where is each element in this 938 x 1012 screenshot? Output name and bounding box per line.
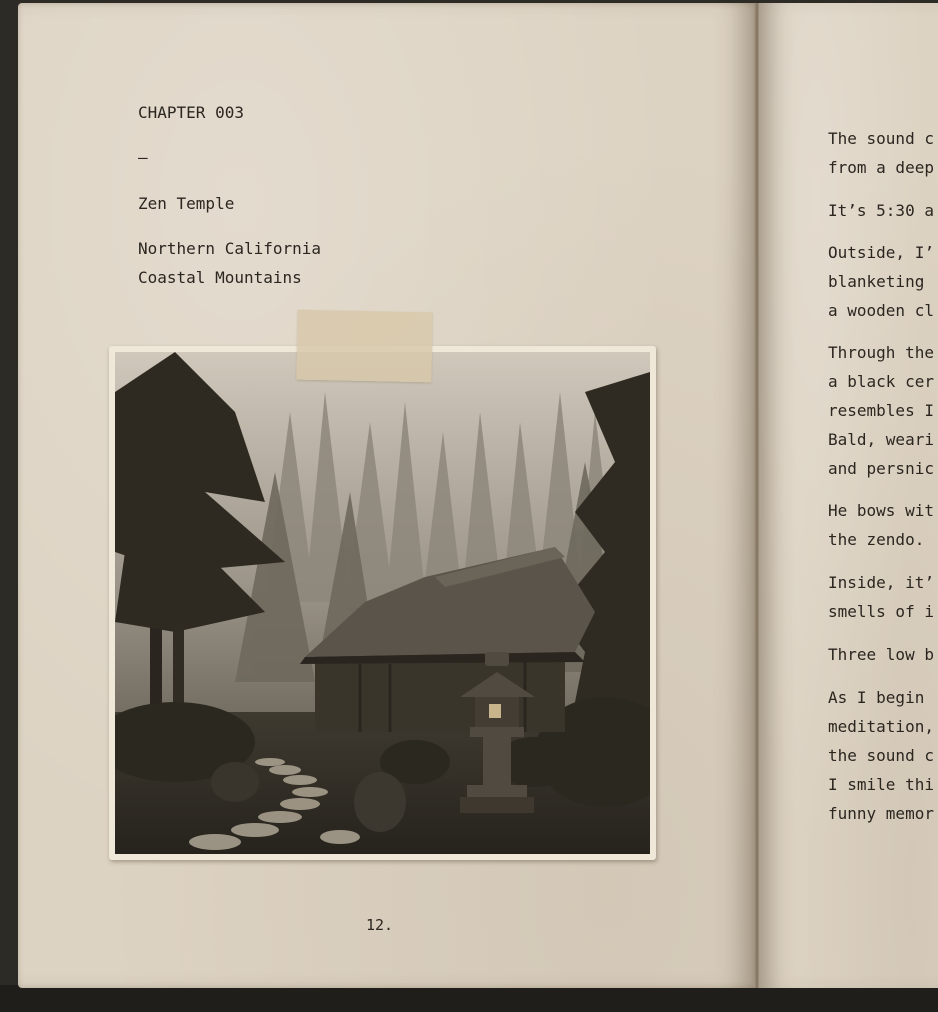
temple-photo-image xyxy=(115,352,650,854)
background xyxy=(0,985,938,1012)
location-line-2: Coastal Mountains xyxy=(138,268,302,287)
right-line: Through the xyxy=(828,343,934,362)
right-line: He bows wit xyxy=(828,501,934,520)
right-line: funny memor xyxy=(828,804,934,823)
masking-tape xyxy=(296,310,432,383)
page-number: 12. xyxy=(366,916,394,934)
right-line: blanketing xyxy=(828,272,925,291)
right-line: The sound c xyxy=(828,129,934,148)
right-line: from a deep xyxy=(828,158,934,177)
right-line: Inside, it’ xyxy=(828,573,934,592)
right-line: As I begin xyxy=(828,688,925,707)
right-line: Outside, I’ xyxy=(828,243,934,262)
chapter-dash: – xyxy=(138,148,148,167)
right-line: and persnic xyxy=(828,459,934,478)
right-line: It’s 5:30 a xyxy=(828,201,934,220)
right-line: a black cer xyxy=(828,372,934,391)
right-line: I smile thi xyxy=(828,775,934,794)
location-line-1: Northern California xyxy=(138,239,322,258)
right-line: the zendo. xyxy=(828,530,925,549)
right-line: meditation, xyxy=(828,717,934,736)
right-line: Bald, weari xyxy=(828,430,934,449)
right-line: Three low b xyxy=(828,645,934,664)
temple-photo xyxy=(109,346,656,860)
chapter-heading: CHAPTER 003 xyxy=(138,103,244,122)
right-page-text-area xyxy=(759,3,938,988)
right-line: resembles I xyxy=(828,401,934,420)
right-line: the sound c xyxy=(828,746,934,765)
right-line: a wooden cl xyxy=(828,301,934,320)
right-line: smells of i xyxy=(828,602,934,621)
chapter-title: Zen Temple xyxy=(138,194,235,213)
